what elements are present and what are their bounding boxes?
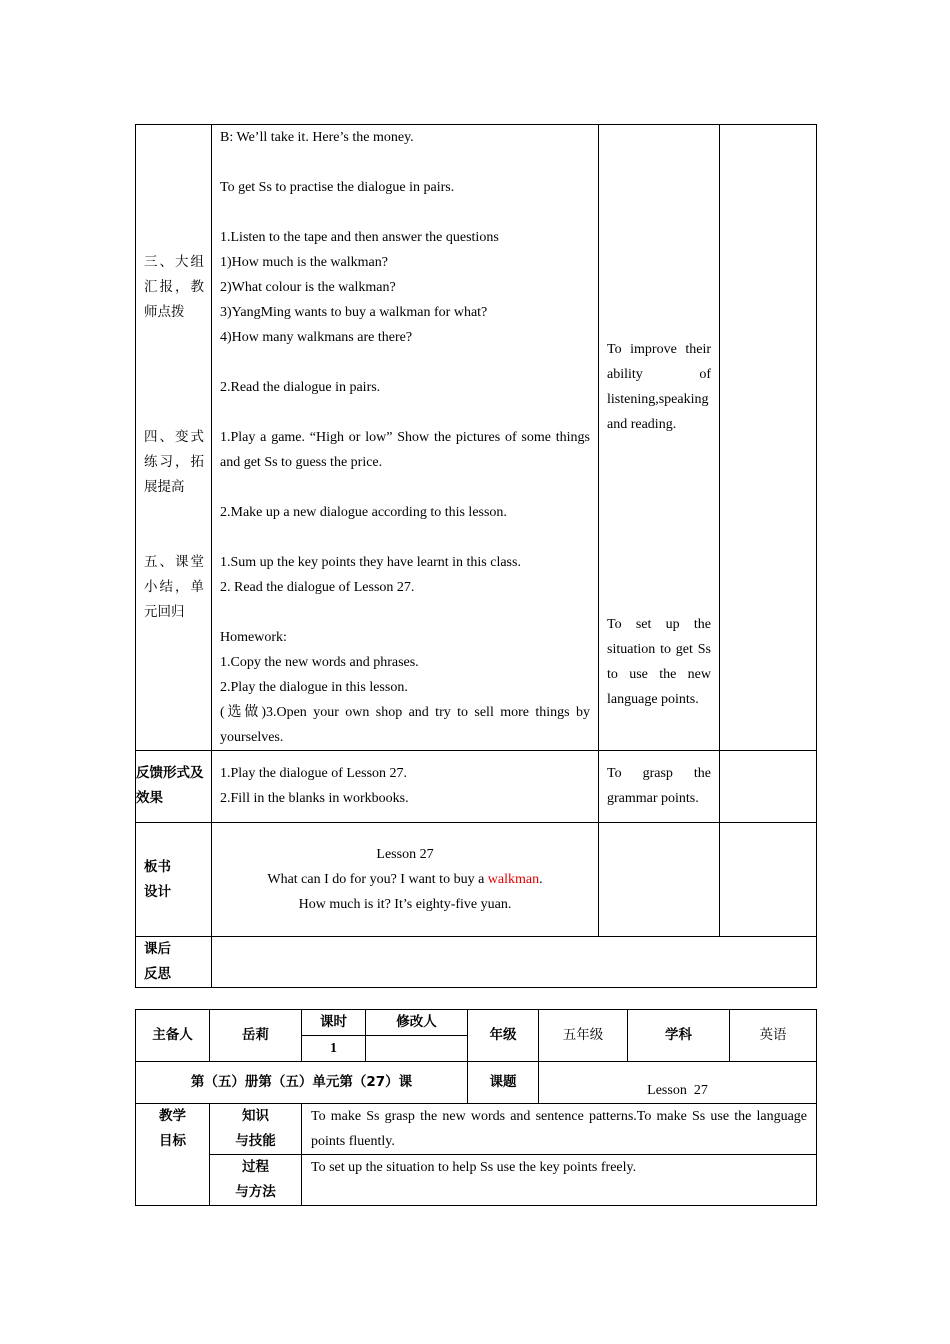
content-line: To get Ss to practise the dialogue in pairs. — [220, 180, 455, 195]
feedback-row — [136, 751, 817, 823]
lesson-plan-table — [135, 124, 817, 988]
content-line: 2.Play the dialogue in this lesson. — [220, 680, 408, 695]
reviser-label: 修改人 — [366, 1010, 468, 1036]
knowledge-label: 知识 与技能 — [210, 1104, 302, 1155]
feedback-line: 1.Play the dialogue of Lesson 27. — [220, 766, 408, 781]
content-line: 4)How many walkmans are there? — [220, 330, 413, 345]
content-line: 3)YangMing wants to buy a walkman for what? — [220, 305, 488, 320]
content-line: 1.Listen to the tape and then answer the questions — [220, 230, 499, 245]
stage4-label: 四、变式练习，拓展提高 — [144, 429, 204, 495]
feedback-purpose: To grasp the grammar points. — [599, 751, 720, 823]
process-text: To set up the situation to help Ss use the key points freely. — [302, 1155, 817, 1206]
content-line: 1.Copy the new words and phrases. — [220, 655, 419, 670]
board-line: How much is it? It’s eighty-five yuan. — [298, 897, 512, 912]
process-label: 过程 与方法 — [210, 1155, 302, 1206]
knowledge-text: To make Ss grasp the new words and sentence patterns.To make Ss use the language points fluently. — [302, 1104, 817, 1155]
board-line: What can I do for you? I want to buy a walkman. — [267, 872, 543, 887]
grade-label: 年级 — [468, 1010, 539, 1062]
content-line: 1)How much is the walkman? — [220, 255, 388, 270]
reflection-label: 课后 反思 — [136, 937, 212, 988]
reviser-value — [366, 1036, 468, 1062]
procedure-row — [136, 125, 817, 751]
content-line: 2. Read the dialogue of Lesson 27. — [220, 580, 415, 595]
content-line: 2.Make up a new dialogue according to this lesson. — [220, 505, 507, 520]
preparer-label: 主备人 — [136, 1010, 210, 1062]
subject-value: 英语 — [730, 1010, 817, 1062]
reflection-row — [136, 937, 817, 988]
feedback-content-cell — [212, 751, 599, 823]
period-label: 课时 — [302, 1010, 366, 1036]
goals-label: 教学 目标 — [136, 1104, 210, 1206]
purpose-text: To set up the situation to get Ss to use the new language points. — [607, 617, 711, 707]
board-title: Lesson 27 — [376, 847, 434, 862]
subject-label: 学科 — [628, 1010, 730, 1062]
topic-value: Lesson 27 — [539, 1062, 817, 1104]
feedback-label: 反馈形式及效果 — [136, 751, 212, 823]
purpose-text: To improve their ability of listening,speaking and reading. — [607, 342, 711, 432]
reflection-content — [212, 937, 817, 988]
empty-cell — [599, 823, 720, 937]
highlighted-word: walkman — [487, 872, 540, 887]
content-line: Homework: — [220, 630, 287, 645]
procedure-content-cell — [212, 125, 599, 751]
content-line: 1.Play a game. “High or low” Show the pictures of some things and get Ss to guess the price. — [220, 430, 590, 470]
content-line: 2.Read the dialogue in pairs. — [220, 380, 381, 395]
topic-label: 课题 — [468, 1062, 539, 1104]
purpose-cell — [599, 125, 720, 751]
unit-text: 第（五）册第（五）单元第（27）课 — [136, 1062, 468, 1104]
stage-label-cell — [136, 125, 212, 751]
preparer-name: 岳莉 — [210, 1010, 302, 1062]
empty-cell — [720, 125, 817, 751]
feedback-line: 2.Fill in the blanks in workbooks. — [220, 791, 409, 806]
content-line: (选做)3.Open your own shop and try to sell more things by yourselves. — [220, 705, 590, 745]
stage3-label: 三、大组汇报，教师点拨 — [144, 254, 204, 320]
empty-cell — [720, 751, 817, 823]
stage5-label: 五、课堂小结，单元回归 — [144, 554, 204, 620]
lesson-header-table — [135, 1009, 817, 1206]
content-line: B: We’ll take it. Here’s the money. — [220, 130, 414, 145]
board-design-content — [212, 823, 599, 937]
empty-cell — [720, 823, 817, 937]
content-line: 1.Sum up the key points they have learnt in this class. — [220, 555, 521, 570]
board-design-label: 板书 设计 — [136, 823, 212, 937]
period-value: 1 — [302, 1036, 366, 1062]
board-design-row — [136, 823, 817, 937]
content-line: 2)What colour is the walkman? — [220, 280, 396, 295]
grade-value: 五年级 — [539, 1010, 628, 1062]
